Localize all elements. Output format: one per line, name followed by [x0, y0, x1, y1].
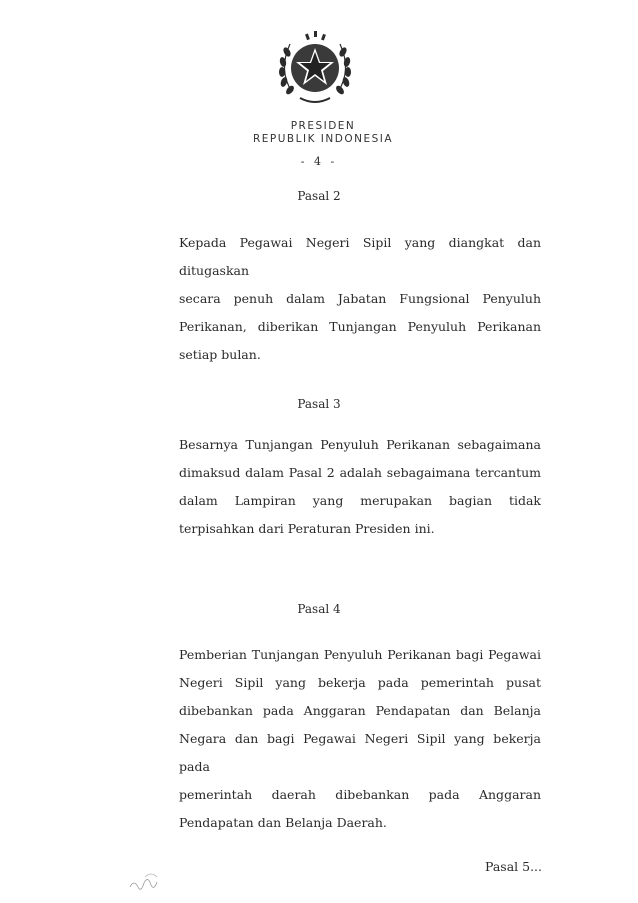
header-line-2: REPUBLIK INDONESIA [252, 133, 394, 145]
text-line: Negeri Sipil yang bekerja pada pemerintah pusat [179, 675, 541, 690]
text-line: dimaksud dalam Pasal 2 adalah sebagaimana tercantum [179, 465, 541, 480]
page-number: - 4 - [300, 155, 338, 168]
text-line: secara penuh dalam Jabatan Fungsional Penyuluh [179, 291, 541, 306]
text-line: dalam Lampiran yang merupakan bagian tidak [179, 493, 541, 508]
section-body-pasal-2 [179, 229, 541, 369]
section-title-pasal-2: Pasal 2 [297, 189, 341, 203]
section-title-pasal-4: Pasal 4 [297, 602, 341, 616]
text-line: dibebankan pada Anggaran Pendapatan dan Belanja [179, 703, 541, 718]
text-line: Negara dan bagi Pegawai Negeri Sipil yang bekerja pada [179, 731, 541, 774]
section-body-pasal-4 [179, 641, 541, 837]
footer-next-page: Pasal 5... [484, 859, 542, 874]
handwritten-mark-icon [125, 857, 185, 897]
text-line: Kepada Pegawai Negeri Sipil yang diangkat dan ditugaskan [179, 235, 541, 278]
text-line: Pemberian Tunjangan Penyuluh Perikanan bagi Pegawai [179, 647, 541, 662]
text-line: Pendapatan dan Belanja Daerah. [179, 815, 387, 830]
text-line: terpisahkan dari Peraturan Presiden ini. [179, 521, 435, 536]
text-line: Perikanan, diberikan Tunjangan Penyuluh Perikanan [179, 319, 541, 334]
text-line: pemerintah daerah dibebankan pada Anggaran [179, 787, 541, 802]
star-wreath-emblem-icon [270, 22, 360, 112]
section-body-pasal-3 [179, 431, 541, 543]
section-title-pasal-3: Pasal 3 [297, 397, 341, 411]
header-line-1: PRESIDEN [290, 120, 356, 132]
text-line: Besarnya Tunjangan Penyuluh Perikanan sebagaimana [179, 437, 541, 452]
text-line: setiap bulan. [179, 347, 261, 362]
